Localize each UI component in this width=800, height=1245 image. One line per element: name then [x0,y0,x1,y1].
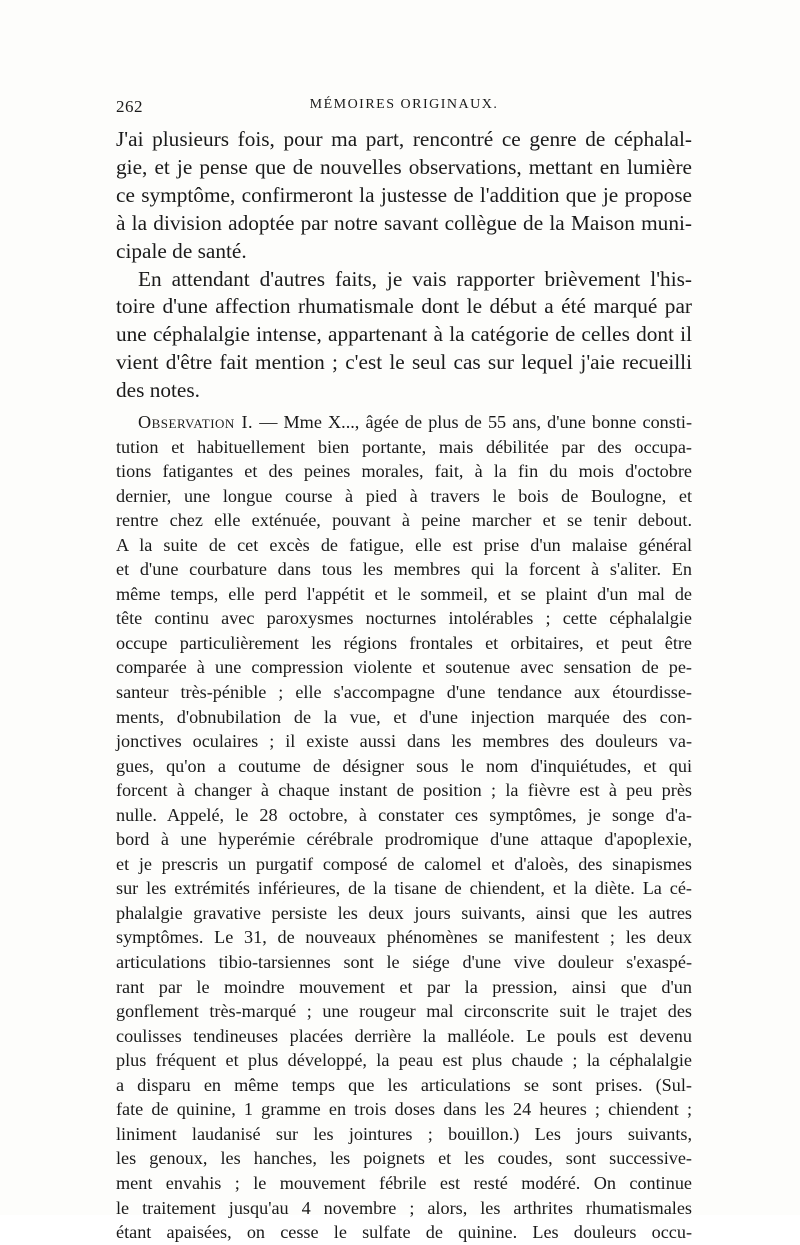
text-line: nulle. Appelé, le 28 octobre, à constater ces symptômes, je songe d'a- [116,804,692,825]
running-title: MÉMOIRES ORIGINAUX. [309,97,499,112]
text-line: dernier, une longue course à pied à travers le bois de Boulogne, et [116,485,692,506]
text-line: rentre chez elle exténuée, pouvant à peine marcher et se tenir debout. [116,510,692,531]
text-line: tête continu avec paroxysmes nocturnes intolérables ; cette céphalalgie [116,608,692,629]
running-header [116,97,692,121]
text-line: J'ai plusieurs fois, pour ma part, rencontré ce genre de céphalal- [116,127,692,151]
intro-paragraph-1 [116,126,692,266]
observation-section [116,410,692,1245]
text-line: — Mme X..., âgée de plus de 55 ans, d'une bonne consti- [259,412,693,432]
text-line: symptômes. Le 31, de nouveaux phénomènes se manifestent ; les deux [116,927,692,948]
text-line: forcent à changer à chaque instant de position ; la fièvre est à peu près [116,780,692,801]
text-line: tution et habituellement bien portante, mais débilitée par des occupa- [116,436,692,457]
text-line: rant par le moindre mouvement et par la pression, ainsi que d'un [116,976,692,997]
text-line: à la division adoptée par notre savant collègue de la Maison muni- [116,210,692,235]
text-line: ce symptôme, confirmeront la justesse de l'addition que je propose [116,182,692,207]
text-line: fate de quinine, 1 gramme en trois doses dans les 24 heures ; chiendent ; [116,1099,692,1120]
page-number: 262 [116,97,143,116]
text-line: cipale de santé. [116,238,247,263]
text-line: des notes. [116,378,200,403]
text-line: bord à une hyperémie cérébrale prodromique d'une attaque d'apoplexie, [116,829,692,850]
intro-section [116,126,692,405]
observation-first-line [116,410,692,435]
text-line: santeur très-pénible ; elle s'accompagne d'une tendance aux étourdisse- [116,682,692,703]
text-line: coulisses tendineuses placées derrière la malléole. Le pouls est devenu [116,1025,692,1046]
text-line: sur les extrémités inférieures, de la tisane de chiendent, et la diète. La cé- [116,878,692,899]
text-line: En attendant d'autres faits, je vais rapporter brièvement l'his- [138,266,692,291]
text-line: gues, qu'on a coutume de désigner sous le nom d'inquiétudes, et qui [116,755,692,776]
text-line: gonflement très-marqué ; une rougeur mal circonscrite suit le trajet des [116,1001,692,1022]
observation-paragraph [116,410,692,1245]
text-line: gie, et je pense que de nouvelles observations, mettant en lumière [116,154,692,179]
text-line: même temps, elle perd l'appétit et le sommeil, et se plaint d'un mal de [116,583,692,604]
text-line: et je prescris un purgatif composé de calomel et d'aloès, des sinapismes [116,853,692,874]
text-line: vient d'être fait mention ; c'est le seul cas sur lequel j'aie recueilli [116,350,692,375]
text-line: une céphalalgie intense, appartenant à la catégorie de celles dont il [116,322,692,347]
text-line: tions fatigantes et des peines morales, fait, à la fin du mois d'octobre [116,461,692,482]
text-line: étant apaisées, on cesse le sulfate de quinine. Les douleurs occu- [116,1222,692,1243]
text-line: comparée à une compression violente et soutenue avec sensation de pe- [116,657,692,678]
text-line: plus fréquent et plus développé, la peau est plus chaude ; la céphalalgie [116,1050,692,1071]
text-line: phalalgie gravative persiste les deux jours suivants, ainsi que les autres [116,902,692,923]
text-line: liniment laudanisé sur les jointures ; bouillon.) Les jours suivants, [116,1123,692,1144]
text-line: ment envahis ; le mouvement fébrile est resté modéré. On continue [116,1172,692,1193]
observation-heading: Observation I. [138,412,254,432]
intro-paragraph-2 [116,266,692,406]
text-line: articulations tibio-tarsiennes sont le siége d'une vive douleur s'exaspé- [116,952,692,973]
text-line: occupe particulièrement les régions frontales et orbitaires, et peut être [116,632,692,653]
text-line: les genoux, les hanches, les poignets et les coudes, sont successive- [116,1148,692,1169]
text-line: le traitement jusqu'au 4 novembre ; alors, les arthrites rhumatismales [116,1197,692,1218]
text-line: A la suite de cet excès de fatigue, elle est prise d'un malaise général [116,534,692,555]
text-line: ments, d'obnubilation de la vue, et d'une injection marquée des con- [116,706,692,727]
text-line: a disparu en même temps que les articulations se sont prises. (Sul- [116,1074,692,1095]
text-line: et d'une courbature dans tous les membres qui la forcent à s'aliter. En [116,559,692,580]
text-line: jonctives oculaires ; il existe aussi dans les membres des douleurs va- [116,731,692,752]
text-line: toire d'une affection rhumatismale dont le début a été marqué par [116,294,692,319]
